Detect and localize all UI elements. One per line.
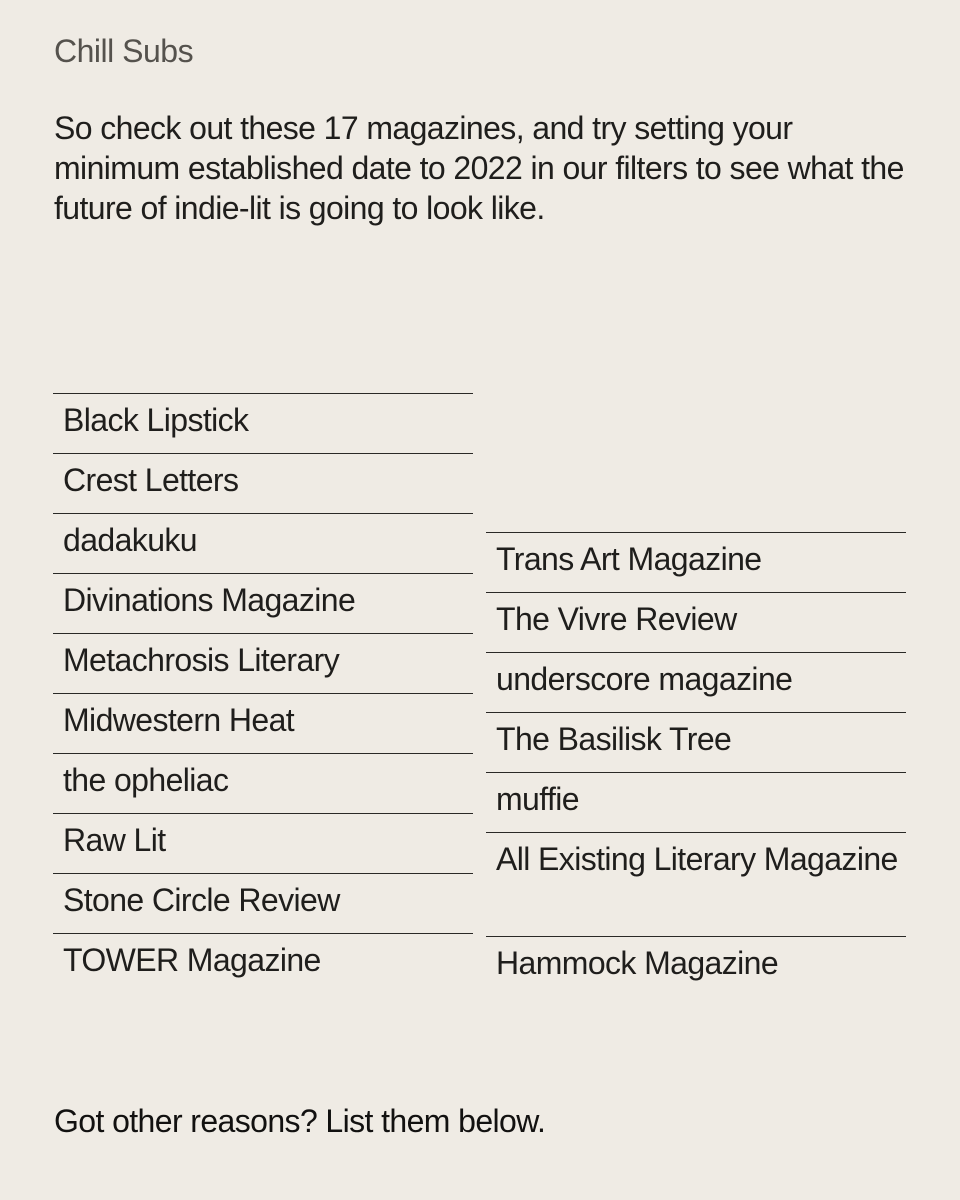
magazine-list-left — [53, 393, 473, 993]
footer-prompt: Got other reasons? List them below. — [54, 1103, 546, 1139]
magazine-item: the opheliac — [53, 753, 473, 813]
magazine-list-right — [486, 532, 906, 996]
intro-text: So check out these 17 magazines, and try setting your minimum established date to 2022 in our filters to see what the future of indie-lit is going to look like. — [54, 110, 904, 226]
magazine-item: Trans Art Magazine — [486, 532, 906, 592]
magazine-item: TOWER Magazine — [53, 933, 473, 993]
magazine-item: All Existing Literary Magazine — [486, 832, 906, 936]
magazine-item: Black Lipstick — [53, 393, 473, 453]
magazine-item: dadakuku — [53, 513, 473, 573]
magazine-item: muffie — [486, 772, 906, 832]
magazine-item: underscore magazine — [486, 652, 906, 712]
brand-name: Chill Subs — [54, 33, 194, 69]
magazine-item: The Basilisk Tree — [486, 712, 906, 772]
magazine-item: The Vivre Review — [486, 592, 906, 652]
magazine-item: Hammock Magazine — [486, 936, 906, 996]
magazine-item: Stone Circle Review — [53, 873, 473, 933]
magazine-item: Midwestern Heat — [53, 693, 473, 753]
magazine-item: Metachrosis Literary — [53, 633, 473, 693]
magazine-item: Crest Letters — [53, 453, 473, 513]
magazine-item: Raw Lit — [53, 813, 473, 873]
magazine-item: Divinations Magazine — [53, 573, 473, 633]
